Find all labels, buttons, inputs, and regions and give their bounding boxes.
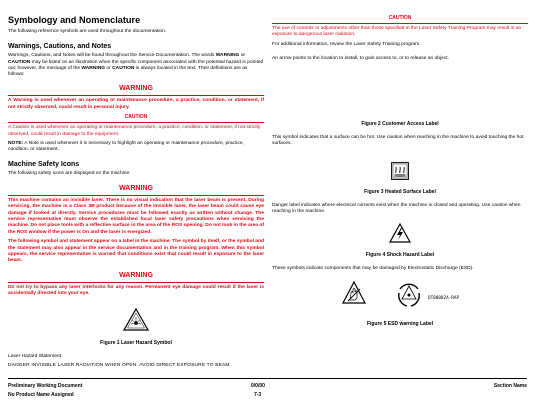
esd-description: These symbols indicate components that may be damaged by Electrostatic Discharge (ESD). — [272, 266, 474, 272]
laser-warning-paragraph-1: This machine contains an invisible laser. There is no visual indication that the laser beam is present. During servicing, the machine is a Class 3B product because of the invisible laser, the laser beam could cause eye damage if looked at directly. Service procedures must be followed exactly as written without change. The service representative must observe the established local laser safety precautions when servicing the machine. Do not place tools with a reflective surface in the area of the ROS opening. Do not look in the area of the ROS window if the power is On and the laser is energized. — [8, 197, 264, 235]
figure-2-caption: Figure 2 Customer Access Label — [361, 121, 439, 128]
laser-statement: DANGER INVISIBLE LASER RADIATION WHEN OPEN. AVOID DIRECT EXPOSURE TO BEAM. — [8, 362, 232, 368]
heated-surface-figure — [272, 162, 528, 185]
laser-warning-rule — [8, 195, 264, 196]
esd-figure-code: DT00002A-RAP — [428, 295, 460, 301]
interlock-warning-label: WARNING — [119, 271, 153, 279]
esd-triangle-icon — [342, 281, 366, 304]
laser-hazard-icon — [123, 308, 149, 331]
shock-hazard-figure — [272, 223, 528, 248]
warning-rule — [8, 95, 264, 96]
heated-surface-icon — [391, 162, 409, 180]
footer-product-name: No Product Name Assigned — [8, 392, 74, 398]
footer-document-status: Preliminary Working Document — [8, 383, 83, 389]
additional-info-text: For additional information, review the Laser Safety Training program. — [272, 41, 421, 47]
laser-warning-label: WARNING — [119, 184, 153, 192]
interlock-warning-rule — [8, 282, 264, 283]
shock-hazard-description: Danger label indicates where electrical currents exist when the machine is closed and operating. Use caution when reaching in the machine. — [272, 202, 521, 215]
esd-figure — [272, 281, 528, 317]
warnings-intro: Warnings, Cautions, and Notes will be found throughout the Service Documentation. The words WARNING or CAUTION may be listed on an illustration when the specific component associated with the potential hazard is pointed out; however, the message of the WARNING or CAUTION is always located in the text. Their definitions are as follows: — [8, 53, 264, 78]
warning-label: WARNING — [119, 85, 153, 93]
figure-1-caption: Figure 1 Laser Hazard Symbol — [100, 339, 172, 346]
intro-text: The following reference symbols are used throughout the documentation. — [8, 29, 167, 34]
page-footer — [8, 378, 527, 398]
warning-definition: A Warning is used whenever an operating or maintenance procedure, a practice, condition, or statement, if not strictly observed, could result in personal injury. — [8, 98, 264, 110]
interlock-warning-text: Do not try to bypass any laser interlocks for any reason. Permanent eye damage could result if the laser is accidentally directed into your eye. — [8, 284, 264, 297]
laser-caution-text: The use of controls or adjustments other than those specified in the Laser Safety Training Program may result in an exposure to dangerous laser radiation. — [272, 26, 522, 38]
figure-4-caption: Figure 4 Shock Hazard Label — [365, 252, 435, 259]
esd-circle-icon — [395, 281, 423, 309]
footer-date: 0/0/00 — [251, 383, 265, 389]
right-column — [272, 15, 528, 335]
laser-statement-label: Laser Hazard Statement — [8, 353, 62, 359]
laser-hazard-figure — [8, 308, 264, 336]
figure-3-caption: Figure 3 Heated Surface Label — [364, 188, 436, 195]
caution-label: CAUTION — [124, 114, 148, 121]
note-text: NOTE: A Note is used whenever it is necessary to highlight an operating or maintenance procedure, practice, condition, or statement. — [8, 140, 244, 153]
laser-caution-label: CAUTION — [388, 15, 412, 21]
safety-icons-heading: Machine Safety Icons — [8, 161, 80, 169]
caution-definition: A Caution is used whenever an operating or maintenance procedure, a practice, condition, or statement, if not strictly observed, could result in damage to the equipment. — [8, 125, 261, 137]
footer-page-number: 7-3 — [254, 392, 262, 398]
customer-access-figure — [272, 65, 528, 117]
warnings-heading: Warnings, Cautions, and Notes — [8, 43, 112, 51]
laser-caution-rule — [272, 23, 528, 24]
laser-warning-paragraph-2: The following symbol and statement appear on a label in the machine. The symbol by itself, or the symbol and the statement may also appear in the service documentation and in the training program. When this symbol appears, the service representative is warned that conditions exist that could result in exposure to the laser beam. — [8, 239, 264, 264]
arrow-description: An arrow points to the location to install, to gain access to, or to release an object. — [272, 55, 449, 61]
shock-hazard-icon — [389, 223, 411, 243]
hot-surface-description: This symbol indicates that a surface can be hot. Use caution when reaching in the machine to avoid touching the hot surfaces. — [272, 135, 524, 147]
left-column — [8, 15, 264, 369]
page-title: Symbology and Nomenclature — [8, 15, 141, 25]
figure-5-caption: Figure 5 ESD warning Label — [366, 320, 434, 327]
safety-icons-intro: The following safety icons are displayed on the machine: — [8, 171, 131, 177]
caution-rule — [8, 122, 264, 123]
footer-section-name: Section Name — [493, 383, 527, 389]
